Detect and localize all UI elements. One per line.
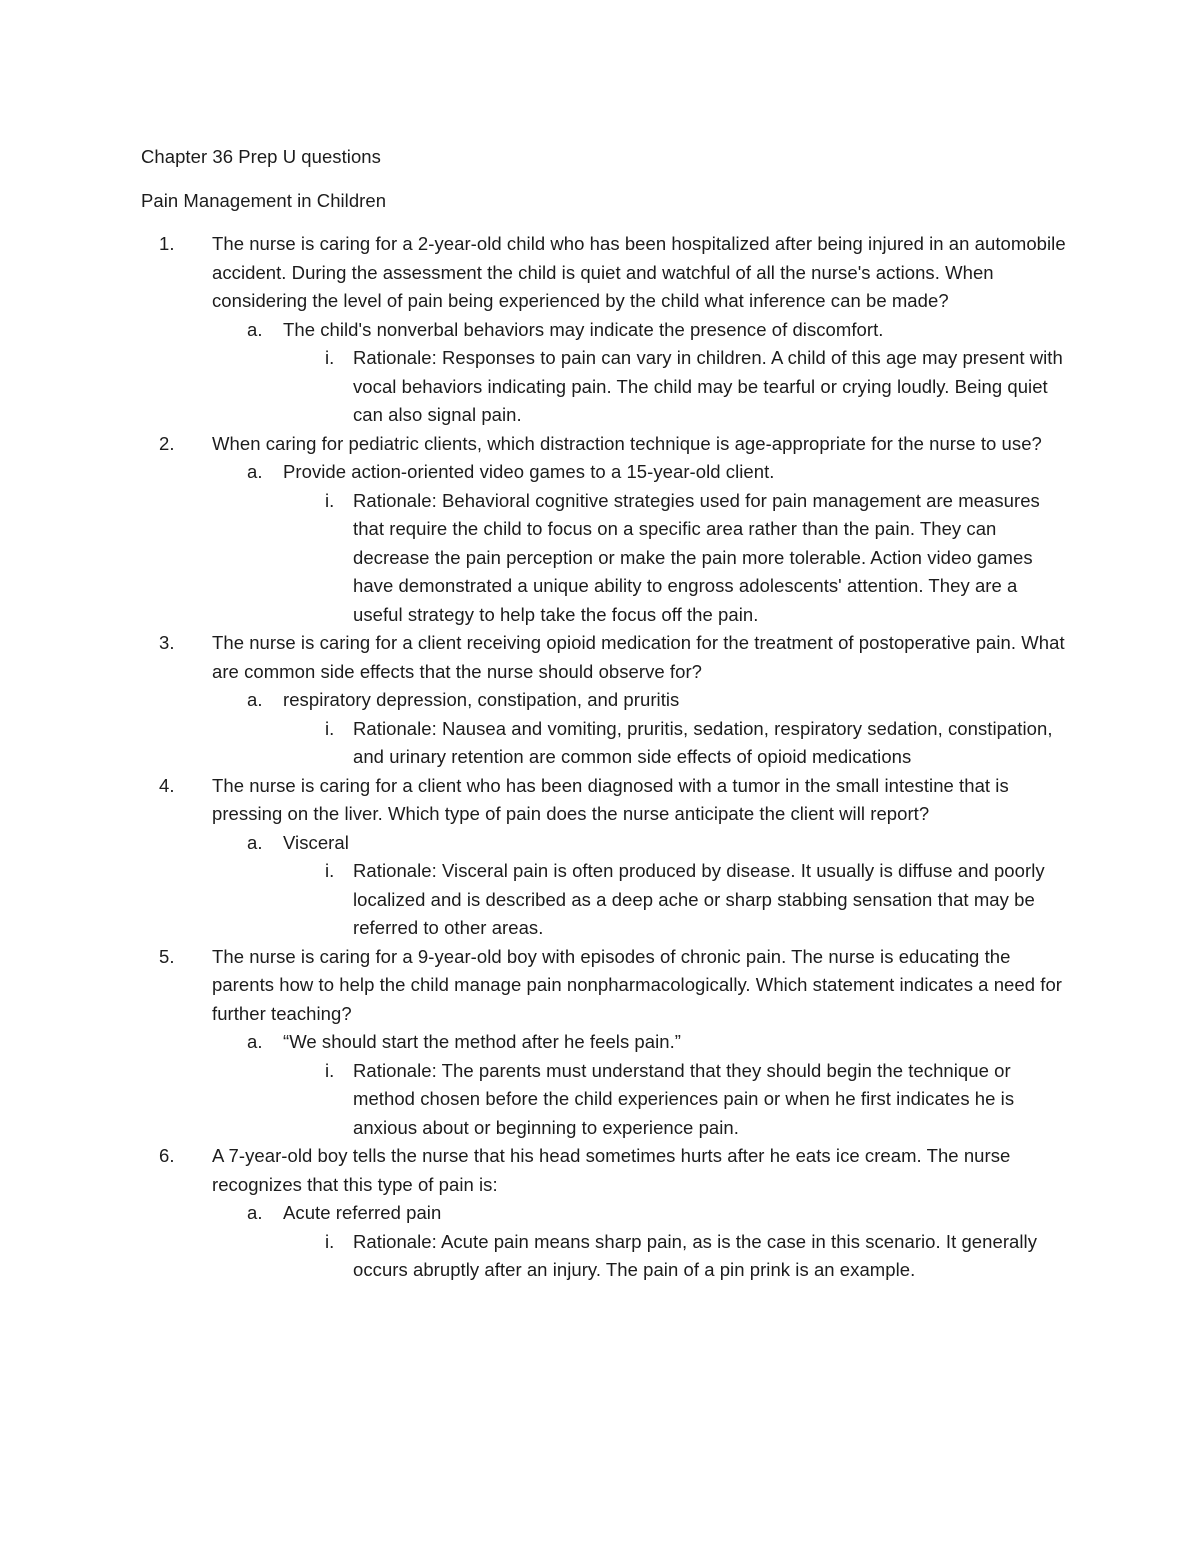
rationale-marker: i. xyxy=(325,860,335,881)
answer-text: “We should start the method after he feels pain.” xyxy=(283,1031,682,1052)
answer-item xyxy=(141,829,1071,858)
answer-text: Provide action-oriented video games to a 15-year-old client. xyxy=(283,461,775,482)
rationale-marker: i. xyxy=(325,489,335,511)
question-item xyxy=(141,943,1071,1029)
question-text: The nurse is caring for a 9-year-old boy with episodes of chronic pain. The nurse is educating the parents how to help the child manage pain nonpharmacologically. Which statement indicates a need for further teaching? xyxy=(212,945,1062,1024)
answer-marker: a. xyxy=(247,1202,263,1223)
answer-marker: a. xyxy=(247,318,263,340)
answer-text: The child's nonverbal behaviors may indicate the presence of discomfort. xyxy=(283,318,884,340)
rationale-text: Rationale: The parents must understand that they should begin the technique or method chosen before the child experiences pain or when he first indicates he is anxious about or beginning to experience pain. xyxy=(353,1059,1015,1138)
answer-item xyxy=(141,686,1071,715)
document-subtitle: Pain Management in Children xyxy=(141,189,387,211)
question-text: A 7-year-old boy tells the nurse that his head sometimes hurts after he eats ice cream. The nurse recognizes that this type of pain is: xyxy=(212,1145,1011,1195)
rationale-text: Rationale: Visceral pain is often produced by disease. It usually is diffuse and poorly localized and is described as a deep ache or sharp stabbing sensation that may be referred to other areas. xyxy=(353,860,1045,938)
rationale-marker: i. xyxy=(325,347,335,368)
question-number: 3. xyxy=(159,632,175,653)
answer-marker: a. xyxy=(247,1031,263,1052)
rationale-item xyxy=(141,1057,1071,1143)
rationale-item xyxy=(141,487,1071,630)
rationale-marker: i. xyxy=(325,1059,335,1081)
answer-text: Acute referred pain xyxy=(283,1202,442,1223)
answer-marker: a. xyxy=(247,461,263,482)
rationale-text: Rationale: Responses to pain can vary in children. A child of this age may present with vocal behaviors indicating pain. The child may be tearful or crying loudly. Being quiet can also signal pain. xyxy=(353,347,1063,425)
question-item xyxy=(141,629,1071,686)
question-number: 6. xyxy=(159,1145,175,1166)
answer-text: Visceral xyxy=(283,831,349,853)
answer-item xyxy=(141,458,1071,487)
document-page xyxy=(141,143,1071,1285)
question-number: 1. xyxy=(159,233,175,254)
question-number: 2. xyxy=(159,432,175,454)
rationale-item xyxy=(141,1228,1071,1285)
question-item xyxy=(141,1142,1071,1199)
rationale-text: Rationale: Nausea and vomiting, pruritis, sedation, respiratory sedation, constipation, and urinary retention are common side effects of opioid medications xyxy=(353,717,1053,767)
answer-item xyxy=(141,316,1071,345)
answer-marker: a. xyxy=(247,689,263,710)
question-item xyxy=(141,230,1071,316)
answer-item xyxy=(141,1199,1071,1228)
answer-item xyxy=(141,1028,1071,1057)
question-number: 4. xyxy=(159,774,175,796)
rationale-item xyxy=(141,857,1071,943)
answer-text: respiratory depression, constipation, and pruritis xyxy=(283,689,680,710)
rationale-text: Rationale: Acute pain means sharp pain, as is the case in this scenario. It generally occurs abruptly after an injury. The pain of a pin prink is an example. xyxy=(353,1230,1037,1280)
rationale-marker: i. xyxy=(325,717,335,739)
rationale-text: Rationale: Behavioral cognitive strategies used for pain management are measures that require the child to focus on a specific area rather than the pain. They can decrease the pain perception or make the pain more tolerable. Action video games have demonstrated a unique ability to engross adolescents' attention. They are a useful strategy to help take the focus off the pain. xyxy=(353,489,1040,625)
rationale-marker: i. xyxy=(325,1230,335,1252)
answer-marker: a. xyxy=(247,831,263,853)
question-text: The nurse is caring for a 2-year-old child who has been hospitalized after being injured in an automobile accident. During the assessment the child is quiet and watchful of all the nurse's actions. When considering the level of pain being experienced by the child what inference can be made? xyxy=(212,233,1066,311)
question-text: When caring for pediatric clients, which distraction technique is age-appropriate for the nurse to use? xyxy=(212,432,1042,454)
rationale-item xyxy=(141,715,1071,772)
question-text: The nurse is caring for a client who has been diagnosed with a tumor in the small intestine that is pressing on the liver. Which type of pain does the nurse anticipate the client will report? xyxy=(212,774,1009,824)
question-item xyxy=(141,772,1071,829)
question-number: 5. xyxy=(159,945,175,967)
question-text: The nurse is caring for a client receiving opioid medication for the treatment of postoperative pain. What are common side effects that the nurse should observe for? xyxy=(212,632,1065,682)
rationale-item xyxy=(141,344,1071,430)
question-item xyxy=(141,430,1071,459)
document-title: Chapter 36 Prep U questions xyxy=(141,146,381,167)
